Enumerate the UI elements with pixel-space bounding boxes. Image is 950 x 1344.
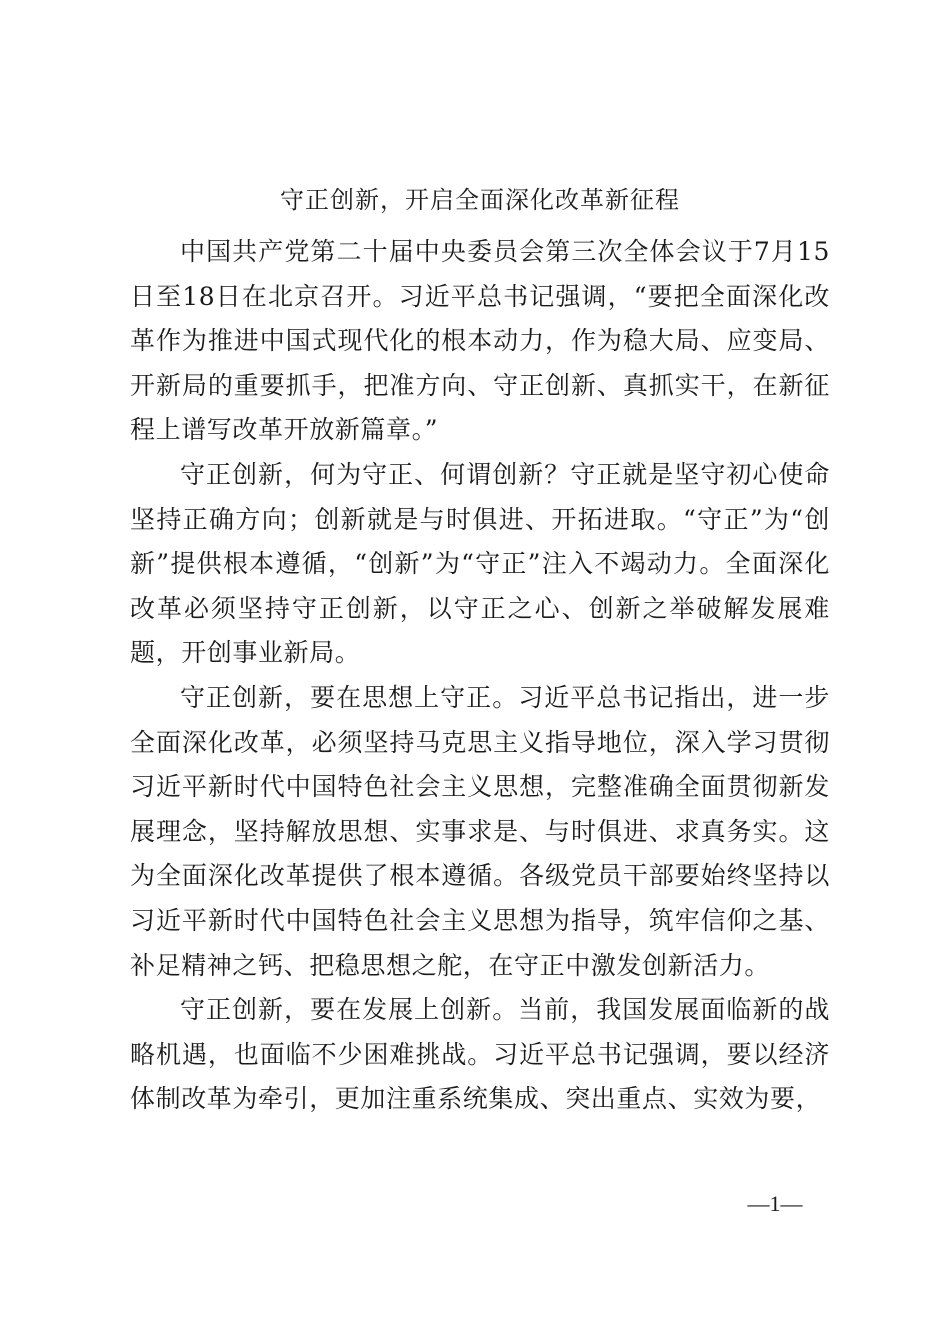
paragraph-1: 中国共产党第二十届中央委员会第三次全体会议于7月15日至18日在北京召开。习近平总书记强调，“要把全面深化改革作为推进中国式现代化的根本动力，作为稳大局、应变局、开新局的重要抓手，把准方向、守正创新、真抓实干，在新征程上谱写改革开放新篇章。” — [130, 237, 830, 445]
document-title: 守正创新，开启全面深化改革新征程 — [280, 186, 680, 214]
document-body — [130, 230, 830, 1122]
paragraph-3: 守正创新，要在思想上守正。习近平总书记指出，进一步全面深化改革，必须坚持马克思主义指导地位，深入学习贯彻习近平新时代中国特色社会主义思想，完整准确全面贯彻新发展理念，坚持解放思想、实事求是、与时俱进、求真务实。这为全面深化改革提供了根本遵循。各级党员干部要始终坚持以习近平新时代中国特色社会主义思想为指导，筑牢信仰之基、补足精神之钙、把稳思想之舵，在守正中激发创新活力。 — [130, 682, 830, 980]
page-number: —1— — [747, 1191, 803, 1216]
paragraph-2: 守正创新，何为守正、何谓创新？守正就是坚守初心使命坚持正确方向；创新就是与时俱进、开拓进取。“守正”为“创新”提供根本遵循，“创新”为“守正”注入不竭动力。全面深化改革必须坚持守正创新，以守正之心、创新之举破解发展难题，开创事业新局。 — [130, 459, 830, 668]
paragraph-4: 守正创新，要在发展上创新。当前，我国发展面临新的战略机遇，也面临不少困难挑战。习近平总书记强调，要以经济体制改革为牵引，更加注重系统集成、突出重点、实效为要， — [130, 995, 830, 1114]
